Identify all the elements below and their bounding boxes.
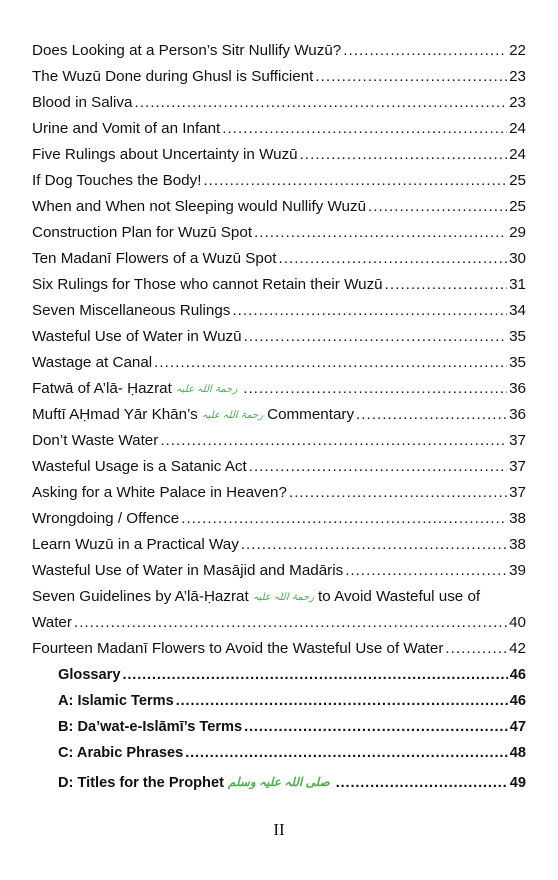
dot-leader — [160, 428, 507, 454]
dot-leader — [232, 298, 507, 324]
toc-entry-title: Five Rulings about Uncertainty in Wuzū — [32, 146, 298, 163]
toc-entry[interactable] — [32, 90, 526, 116]
toc-subentry[interactable] — [32, 770, 526, 796]
toc-entry[interactable] — [32, 324, 526, 350]
toc-subentry-page: 47 — [509, 719, 526, 735]
dot-leader — [181, 506, 507, 532]
honorific-calligraphy: رحمۃ اللہ علیہ — [201, 410, 264, 421]
dot-leader — [368, 194, 507, 220]
toc-entry-page: 30 — [509, 250, 526, 267]
toc-entry-title: Does Looking at a Person’s Sitr Nullify Wuzū? — [32, 42, 342, 59]
toc-entry-page: 23 — [509, 94, 526, 111]
toc-entry-page: 35 — [509, 354, 526, 371]
dot-leader — [315, 64, 507, 90]
toc-entry-title: Wasteful Usage is a Satanic Act — [32, 458, 247, 475]
honorific-calligraphy: رحمۃ اللہ علیہ — [252, 592, 315, 603]
toc-entry-title: Seven Miscellaneous Rulings — [32, 302, 231, 319]
toc-entry-title: When and When not Sleeping would Nullify Wuzū — [32, 198, 367, 215]
toc-subentry-title-text: D: Titles for the Prophet — [58, 775, 224, 791]
toc-entry-page: 24 — [509, 146, 526, 163]
toc-entry-page: 29 — [509, 224, 526, 241]
toc-entry-title: Asking for a White Palace in Heaven? — [32, 484, 287, 501]
toc-entry-page: 35 — [509, 328, 526, 345]
toc-subentry-title: C: Arabic Phrases — [58, 745, 184, 761]
toc-entry-page: 40 — [509, 614, 526, 631]
toc-entry-title: Water — [32, 614, 72, 631]
toc-entry-page: 37 — [509, 432, 526, 449]
toc-entry[interactable] — [32, 116, 526, 142]
page-number: II — [273, 820, 285, 839]
toc-entry[interactable] — [32, 428, 526, 454]
toc-entry[interactable] — [32, 584, 526, 610]
toc-entry-title: The Wuzū Done during Ghusl is Sufficient — [32, 68, 314, 85]
dot-leader — [289, 480, 507, 506]
dot-leader — [122, 662, 507, 688]
toc-entry-page: 24 — [509, 120, 526, 137]
toc-entry[interactable] — [32, 38, 526, 64]
toc-entry-title: Construction Plan for Wuzū Spot — [32, 224, 253, 241]
dot-leader — [176, 688, 508, 714]
honorific-calligraphy: رحمۃ اللہ علیہ — [175, 384, 238, 395]
toc-entry-title — [32, 584, 480, 612]
toc-entry[interactable] — [32, 64, 526, 90]
dot-leader — [249, 454, 507, 480]
toc-entry-page: 36 — [509, 380, 526, 397]
toc-entry-title: If Dog Touches the Body! — [32, 172, 202, 189]
toc-entry-title: Learn Wuzū in a Practical Way — [32, 536, 239, 553]
toc-entry-title-text: Fatwā of A’lā- Ḥazrat — [32, 380, 172, 397]
toc-entry-page: 31 — [509, 276, 526, 293]
toc-entry-page: 38 — [509, 510, 526, 527]
toc-entry-page: 25 — [509, 198, 526, 215]
dot-leader — [244, 714, 508, 740]
dot-leader — [254, 220, 507, 246]
dot-leader — [279, 246, 508, 272]
toc-entry-title: Wasteful Use of Water in Masājid and Madāris — [32, 562, 344, 579]
dot-leader — [203, 168, 507, 194]
toc-entry[interactable] — [32, 298, 526, 324]
toc-entry-title: Urine and Vomit of an Infant — [32, 120, 221, 137]
toc-subentry-title: B: Da’wat-e-Islāmī’s Terms — [58, 719, 243, 735]
toc-entry[interactable] — [32, 636, 526, 662]
dot-leader — [336, 770, 508, 796]
table-of-contents — [32, 38, 526, 796]
toc-entry[interactable] — [32, 454, 526, 480]
toc-entry-page: 36 — [509, 406, 526, 423]
dot-leader — [222, 116, 507, 142]
toc-entry[interactable] — [32, 350, 526, 376]
toc-subentry-page: 48 — [509, 745, 526, 761]
dot-leader — [74, 610, 507, 636]
toc-subentry-title — [58, 770, 334, 796]
dot-leader — [385, 272, 507, 298]
toc-entry-page: 42 — [509, 640, 526, 657]
toc-subentry-page: 46 — [509, 693, 526, 709]
toc-entry-page: 38 — [509, 536, 526, 553]
toc-entry-page: 23 — [509, 68, 526, 85]
toc-entry-title: Six Rulings for Those who cannot Retain their Wuzū — [32, 276, 383, 293]
toc-entry[interactable] — [32, 246, 526, 272]
toc-subentry-page: 46 — [509, 667, 526, 683]
dot-leader — [241, 532, 507, 558]
toc-entry-title: Wrongdoing / Offence — [32, 510, 180, 527]
toc-entry-title — [32, 402, 354, 430]
toc-entry-page: 34 — [509, 302, 526, 319]
toc-entry-title-text: to Avoid Wasteful use of — [318, 588, 481, 605]
dot-leader — [345, 558, 507, 584]
toc-entry[interactable] — [32, 194, 526, 220]
toc-entry-title-text: Seven Guidelines by A’lā-Ḥazrat — [32, 588, 249, 605]
toc-entry[interactable] — [32, 532, 526, 558]
dot-leader — [343, 38, 507, 64]
toc-entry-page: 37 — [509, 484, 526, 501]
toc-entry[interactable] — [32, 558, 526, 584]
toc-entry[interactable] — [32, 142, 526, 168]
toc-entry[interactable] — [32, 376, 526, 402]
toc-subentry-title: Glossary — [58, 667, 121, 683]
dot-leader — [300, 142, 507, 168]
toc-entry-page: 25 — [509, 172, 526, 189]
toc-entry-title-text: Muftī AḤmad Yār Khān’s — [32, 406, 198, 423]
toc-entry-page: 37 — [509, 458, 526, 475]
toc-entry-title: Fourteen Madanī Flowers to Avoid the Wasteful Use of Water — [32, 640, 444, 657]
dot-leader — [134, 90, 507, 116]
dot-leader — [244, 324, 507, 350]
toc-entry-title: Ten Madanī Flowers of a Wuzū Spot — [32, 250, 277, 267]
toc-entry[interactable] — [32, 168, 526, 194]
toc-entry-title: Wasteful Use of Water in Wuzū — [32, 328, 242, 345]
toc-subentry[interactable] — [32, 714, 526, 740]
toc-entry[interactable] — [32, 480, 526, 506]
toc-entry-title — [32, 376, 241, 404]
toc-entry-title-text: Commentary — [267, 406, 355, 423]
toc-entry-title: Don’t Waste Water — [32, 432, 159, 449]
toc-subentry[interactable] — [32, 688, 526, 714]
dot-leader — [356, 402, 507, 428]
honorific-calligraphy: صلی اللہ علیہ وسلم — [227, 775, 330, 789]
toc-entry-page: 22 — [509, 42, 526, 59]
toc-entry[interactable] — [32, 402, 526, 428]
toc-entry-title: Wastage at Canal — [32, 354, 153, 371]
toc-subentry[interactable] — [32, 662, 526, 688]
dot-leader — [243, 376, 507, 402]
toc-subentry-title: A: Islamic Terms — [58, 693, 174, 709]
toc-entry-continuation[interactable] — [32, 610, 526, 636]
toc-subentry-page: 49 — [509, 775, 526, 791]
toc-entry[interactable] — [32, 506, 526, 532]
toc-entry-title: Blood in Saliva — [32, 94, 133, 111]
dot-leader — [185, 740, 508, 766]
toc-entry-page: 39 — [509, 562, 526, 579]
toc-entry[interactable] — [32, 220, 526, 246]
toc-subentry[interactable] — [32, 740, 526, 766]
dot-leader — [445, 636, 507, 662]
dot-leader — [154, 350, 507, 376]
toc-entry[interactable] — [32, 272, 526, 298]
